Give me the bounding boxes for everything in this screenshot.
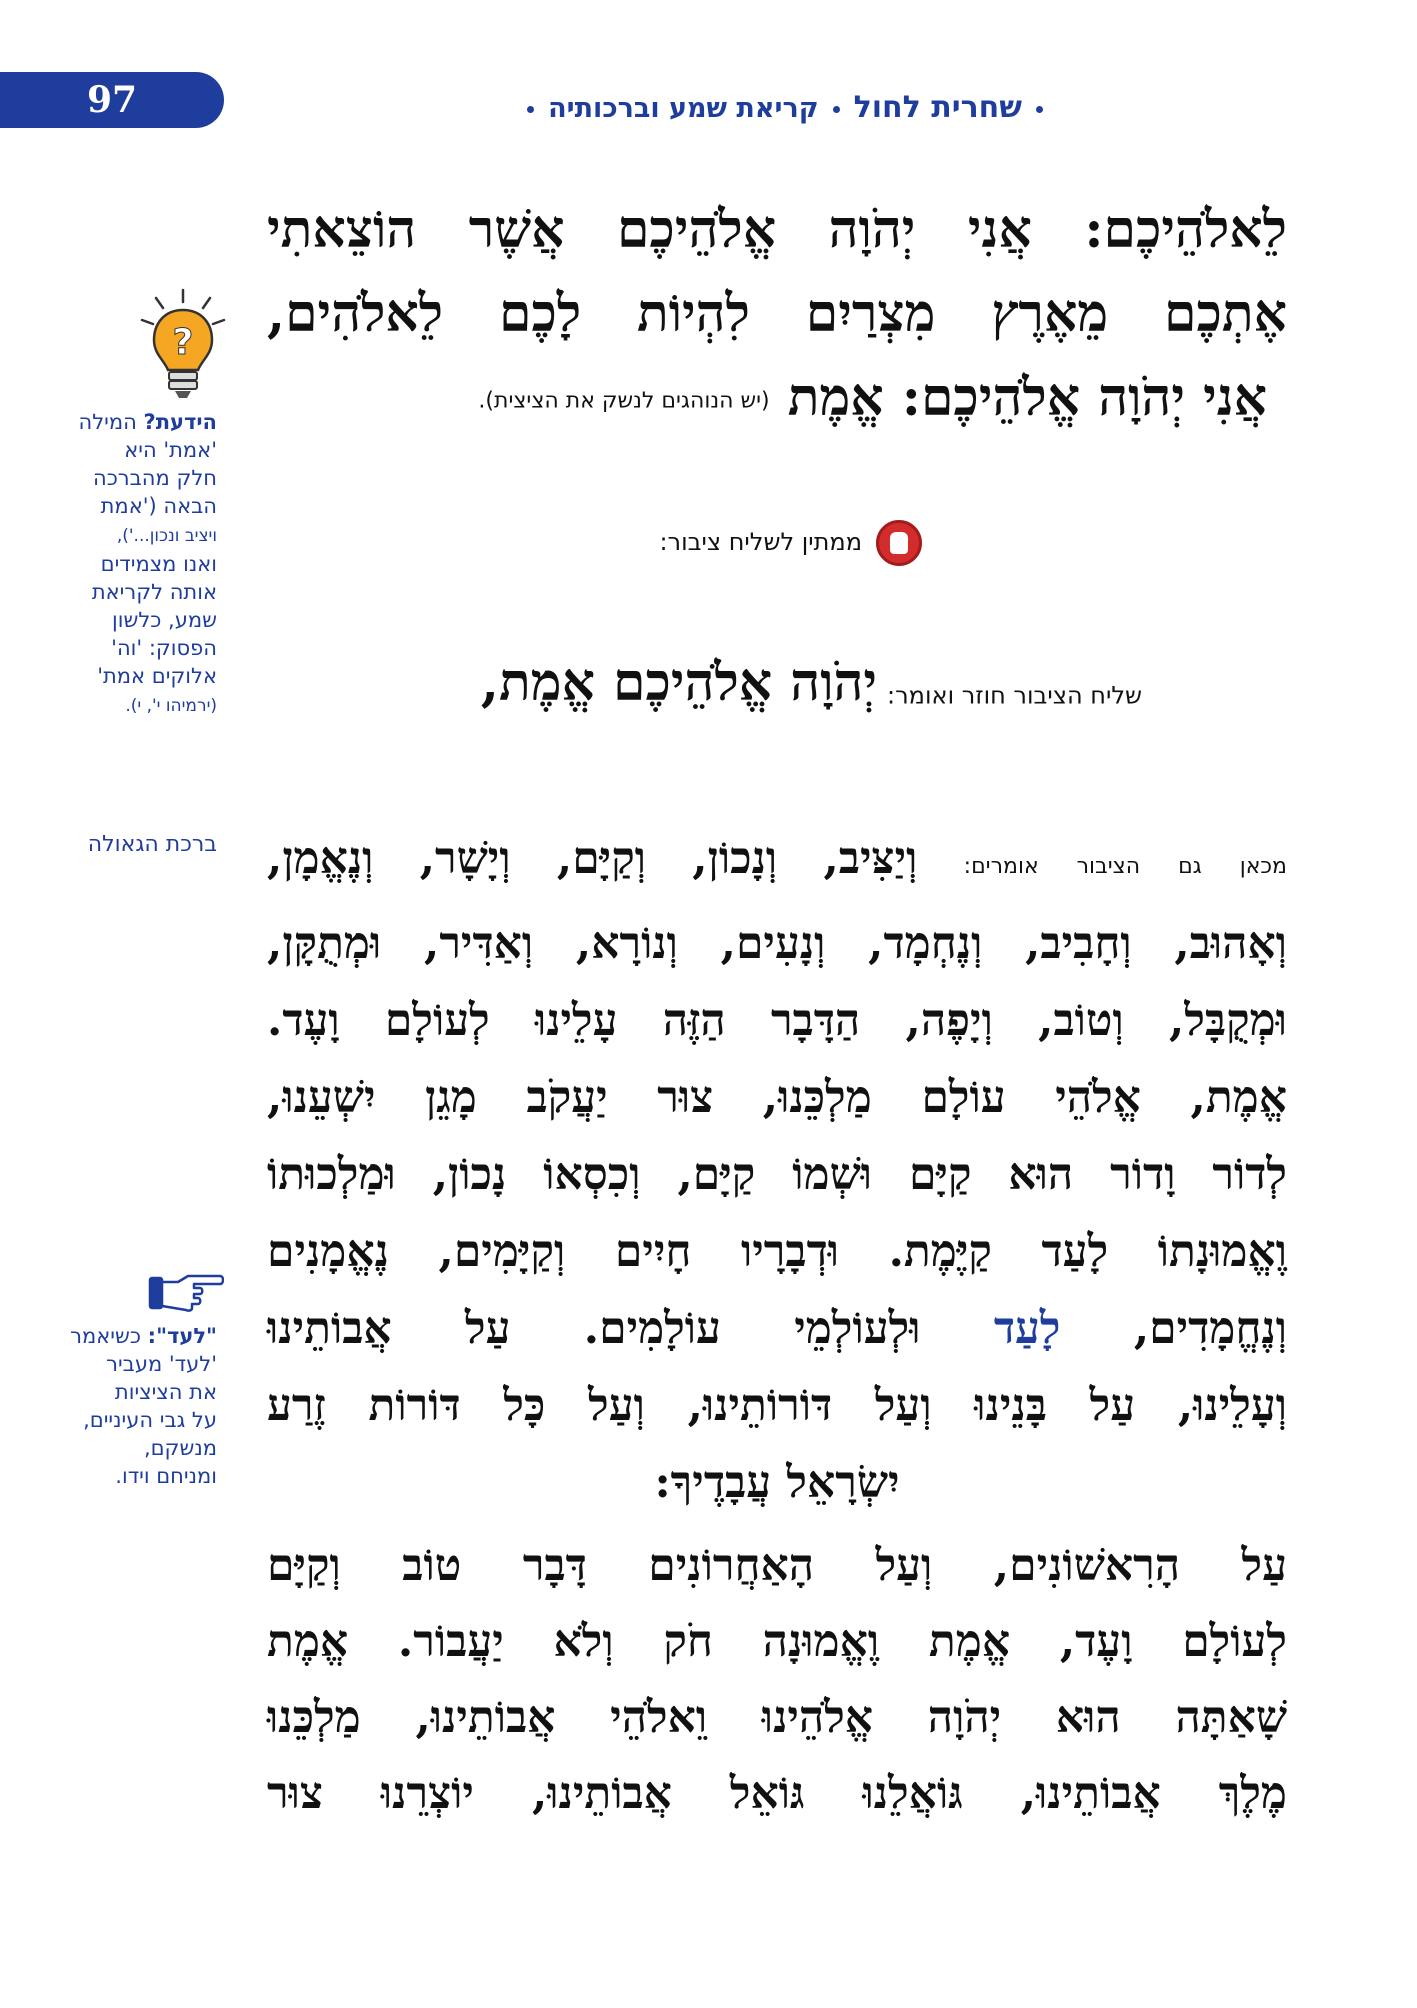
prayer-text: וּלְעוֹלְמֵי עוֹלָמִים. עַל אֲבוֹתֵינוּ <box>267 1303 921 1354</box>
chazzan-repeat <box>481 648 1142 718</box>
shema-closing-verse <box>267 188 1287 444</box>
custom-note: (יש הנוהגים לנשק את הציצית). <box>478 388 770 414</box>
prayer-line: וְאָהוּב, וְחָבִיב, וְנֶחְמָד, וְנָעִים, וְנוֹרָא, וְאַדִּיר, וּמְתֻקָּן, <box>267 918 1287 969</box>
laad-highlight: לָעַד <box>993 1303 1061 1354</box>
note-line: את הציציות <box>114 1380 217 1404</box>
note-line: 'אמת' היא <box>124 438 217 462</box>
lightbulb-question-icon <box>138 286 228 406</box>
note-line: שמע, כלשון <box>112 608 217 632</box>
prayer-line: לְדוֹר וָדוֹר הוּא קַיָּם וּשְׁמוֹ קַיָּם, וְכִסְאוֹ נָכוֹן, וּמַלְכוּתוֹ <box>267 1149 1287 1200</box>
prayer-line: וְעָלֵינוּ, עַל בָּנֵינוּ וְעַל דּוֹרוֹתֵינוּ, וְעַל כָּל דּוֹרוֹת זֶרַע <box>267 1380 1287 1431</box>
pointing-hand-icon <box>148 1270 224 1314</box>
section-label: ברכת הגאולה <box>87 832 217 857</box>
note-line: ויציב ונכון...'), <box>116 526 217 546</box>
header-section: שחרית לחול <box>853 90 1022 125</box>
laad-note <box>57 1322 217 1490</box>
svg-text:?: ? <box>172 322 194 363</box>
note-line: 'לעד' מעביר <box>106 1352 217 1376</box>
stop-hand-icon <box>876 520 922 566</box>
bullet-icon <box>1036 106 1043 113</box>
prayer-line: אֱמֶת, אֱלֹהֵי עוֹלָם מַלְכֵּנוּ, צוּר יַעֲקֹב מָגֵן יִשְׁעֵנוּ, <box>267 1072 1287 1123</box>
note-line: אותה לקריאת <box>91 580 217 604</box>
note-heading: הידעת? <box>143 410 217 434</box>
header-subsection: קריאת שמע וברכותיה <box>548 93 819 124</box>
prayer-line <box>267 1290 1287 1367</box>
prayer-text: וְיַצִּיב, וְנָכוֹן, וְקַיָּם, וְיָשָׁר, וְנֶאֱמָן, <box>267 833 918 884</box>
verse-line: לֵאלֹהֵיכֶם: אֲנִי יְהֹוָה אֱלֹהֵיכֶם אֲשֶׁר הוֹצֵאתִי <box>267 199 1287 260</box>
prayer-line: לְעוֹלָם וָעֶד, אֱמֶת וֶאֱמוּנָה חֹק וְלֹא יַעֲבוֹר. אֱמֶת <box>267 1616 1287 1667</box>
wait-for-chazzan-notice <box>659 518 922 566</box>
prayer-line: מֶלֶךְ אֲבוֹתֵינוּ, גּוֹאֲלֵנוּ גּוֹאֵל אֲבוֹתֵינוּ, יוֹצְרֵנוּ צוּר <box>267 1768 1287 1819</box>
note-heading: "לעד": <box>147 1324 217 1348</box>
prayer-line <box>267 820 1287 905</box>
note-line: ומניחם וידו. <box>115 1464 217 1488</box>
wait-notice-text: ממתין לשליח ציבור: <box>659 528 862 556</box>
prayer-line: יִשְׂרָאֵל עֲבָדֶיךָ: <box>654 1457 900 1508</box>
prayer-line: שָׁאַתָּה הוּא יְהֹוָה אֱלֹהֵינוּ וֵאלֹהֵי אֲבוֹתֵינוּ, מַלְכֵּנוּ <box>267 1692 1287 1743</box>
note-line: (ירמיהו י', י). <box>125 696 217 716</box>
instruction-text: מכאן גם הציבור אומרים: <box>963 854 1287 879</box>
prayer-line: עַל הָרִאשׁוֹנִים, וְעַל הָאַחֲרוֹנִים דָּבָר טוֹב וְקַיָּם <box>267 1540 1287 1591</box>
verse-line: אֶתְכֶם מֵאֶרֶץ מִצְרַיִם לִהְיוֹת לָכֶם לֵאלֹהִים, <box>267 283 1287 344</box>
did-you-know-note <box>57 408 217 720</box>
note-line: הפסוק: 'וה' <box>111 636 217 660</box>
prayer-text: וְנֶחֱמָדִים, <box>1133 1303 1287 1354</box>
emet-veyatziv-paragraph <box>267 820 1287 1521</box>
repeat-text: יְהֹוָה אֱלֹהֵיכֶם אֱמֶת, <box>480 652 878 713</box>
verse-line <box>267 356 1287 444</box>
verse-line-main: אֲנִי יְהֹוָה אֱלֹהֵיכֶם: אֱמֶת <box>787 367 1267 428</box>
bullet-icon <box>833 106 840 113</box>
prayer-line: וּמְקֻבָּל, וְטוֹב, וְיָפֶה, הַדָּבָר הַזֶּה עָלֵינוּ לְעוֹלָם וָעֶד. <box>267 995 1287 1046</box>
note-line: כשיאמר <box>70 1324 141 1348</box>
note-line: הבאה ('אמת <box>100 494 217 518</box>
note-line: המילה <box>78 410 137 434</box>
note-line: ואנו מצמידים <box>100 552 217 576</box>
note-line: חלק מהברכה <box>92 466 217 490</box>
repeat-instruction: שליח הציבור חוזר ואומר: <box>887 681 1142 710</box>
note-line: אלוקים אמת' <box>97 664 217 688</box>
note-line: מנשקם, <box>143 1436 217 1460</box>
bullet-icon <box>527 106 534 113</box>
running-header <box>513 88 1057 128</box>
al-harishonim-paragraph <box>267 1528 1287 1832</box>
prayer-line: וֶאֱמוּנָתוֹ לָעַד קַיֶּמֶת. וּדְבָרָיו חָיִים וְקַיָּמִים, נֶאֱמָנִים <box>267 1226 1287 1277</box>
note-line: על גבי העיניים, <box>83 1408 217 1432</box>
page-number: 97 <box>0 72 224 128</box>
